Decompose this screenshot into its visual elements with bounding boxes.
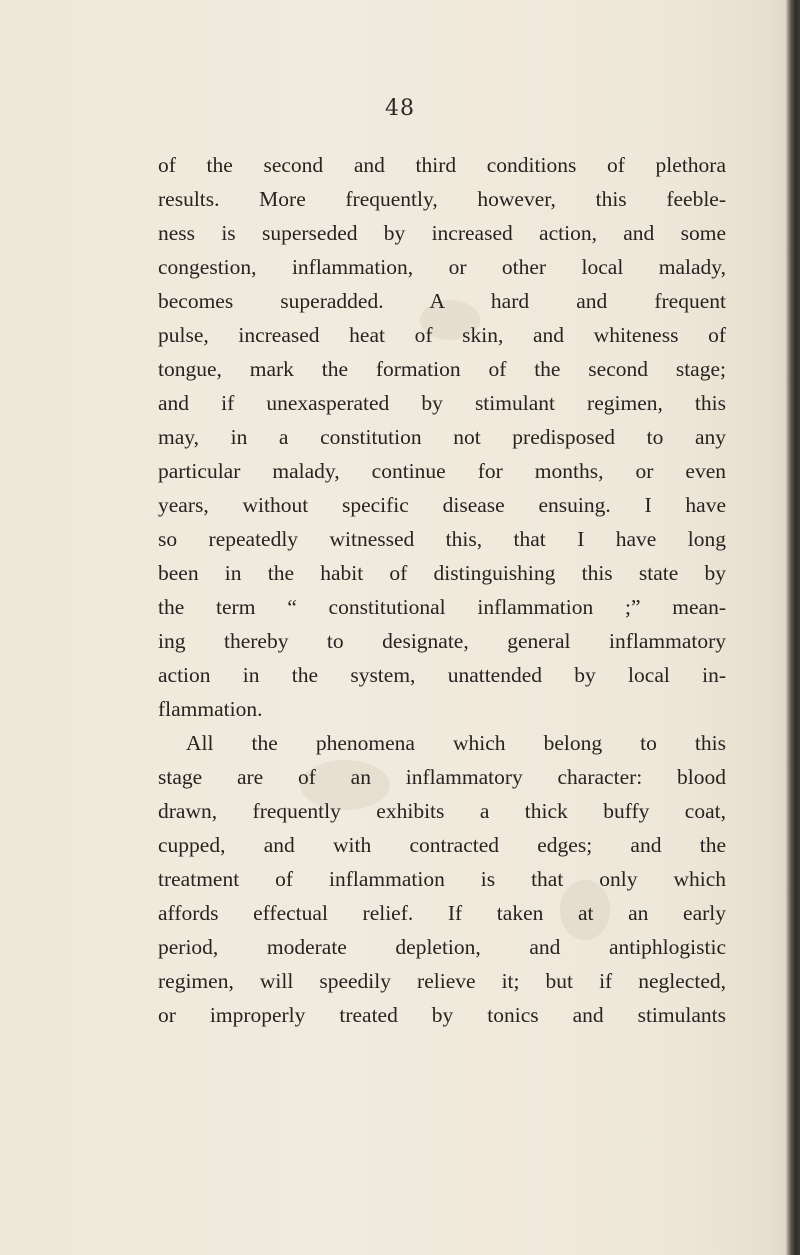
text-line: results. More frequently, however, this feeble-: [158, 187, 726, 211]
text-line: tongue, mark the formation of the second stage;: [158, 357, 726, 381]
body-text: [158, 148, 726, 1032]
text-line: pulse, increased heat of skin, and whiteness of: [158, 323, 726, 347]
text-line: may, in a constitution not predisposed to any: [158, 425, 726, 449]
text-line: drawn, frequently exhibits a thick buffy coat,: [158, 799, 726, 823]
text-line: so repeatedly witnessed this, that I have long: [158, 527, 726, 551]
text-line: becomes superadded. A hard and frequent: [158, 289, 726, 313]
text-line: cupped, and with contracted edges; and the: [158, 833, 726, 857]
text-line: All the phenomena which belong to this: [186, 731, 726, 755]
text-line: action in the system, unattended by local in-: [158, 663, 726, 687]
text-line: particular malady, continue for months, or even: [158, 459, 726, 483]
paragraph-2: [158, 726, 726, 1032]
text-line: congestion, inflammation, or other local malady,: [158, 255, 726, 279]
page-number: 48: [385, 96, 415, 121]
text-line: years, without specific disease ensuing. I have: [158, 493, 726, 517]
text-line: ing thereby to designate, general inflammatory: [158, 629, 726, 653]
text-line: treatment of inflammation is that only which: [158, 867, 726, 891]
book-spine-shadow: [786, 0, 800, 1255]
text-line: or improperly treated by tonics and stimulants: [158, 1003, 726, 1027]
text-line: regimen, will speedily relieve it; but if neglected,: [158, 969, 726, 993]
text-line: period, moderate depletion, and antiphlogistic: [158, 935, 726, 959]
paragraph-1: [158, 148, 726, 726]
text-line: the term “ constitutional inflammation ;” mean-: [158, 595, 726, 619]
text-line: affords effectual relief. If taken at an early: [158, 901, 726, 925]
text-line: flammation.: [158, 697, 263, 721]
text-line: and if unexasperated by stimulant regimen, this: [158, 391, 726, 415]
text-line: been in the habit of distinguishing this state by: [158, 561, 726, 585]
text-line: of the second and third conditions of plethora: [158, 153, 726, 177]
text-line: ness is superseded by increased action, and some: [158, 221, 726, 245]
text-line: stage are of an inflammatory character: blood: [158, 765, 726, 789]
